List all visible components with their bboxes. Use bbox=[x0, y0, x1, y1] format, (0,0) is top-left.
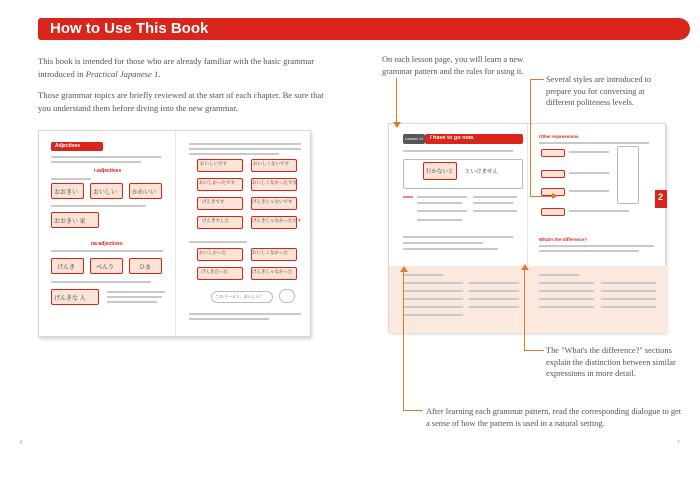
text-line bbox=[107, 291, 165, 293]
text-line bbox=[189, 241, 247, 243]
text-line bbox=[403, 306, 463, 308]
text-line bbox=[601, 290, 656, 292]
text-line bbox=[539, 142, 649, 144]
intro-paragraph-1 bbox=[38, 55, 338, 81]
text-line bbox=[569, 210, 629, 212]
arrow-up-icon bbox=[521, 264, 529, 270]
arrow-right-icon bbox=[552, 193, 558, 199]
arrow-line bbox=[530, 196, 554, 197]
style-box bbox=[541, 170, 565, 178]
text-line bbox=[473, 210, 517, 212]
text-line bbox=[601, 306, 656, 308]
text-line bbox=[469, 306, 519, 308]
vocab-box-text: かわいい bbox=[132, 190, 157, 196]
lesson-sample-page bbox=[388, 123, 666, 332]
text-line bbox=[51, 250, 163, 252]
page-number-left: 6 bbox=[20, 440, 23, 446]
vocab-box-text: おいしい bbox=[93, 190, 118, 196]
text-line bbox=[417, 196, 467, 198]
arrow-line bbox=[396, 78, 397, 124]
conjugation-text: げんきじゃないです bbox=[252, 199, 293, 204]
arrow-line bbox=[524, 350, 544, 351]
text-line bbox=[403, 298, 463, 300]
style-box bbox=[541, 208, 565, 216]
text-line bbox=[403, 196, 413, 198]
arrow-down-icon bbox=[393, 122, 401, 128]
vocab-box-text: ひま bbox=[139, 265, 152, 271]
page-number-right: 7 bbox=[677, 440, 680, 446]
text-line bbox=[403, 248, 498, 250]
text-line bbox=[403, 282, 463, 284]
text-line bbox=[569, 151, 609, 153]
text-line bbox=[189, 153, 279, 155]
text-line bbox=[539, 245, 654, 247]
text-line bbox=[601, 282, 656, 284]
text-line bbox=[469, 298, 519, 300]
callout-lesson-page: On each lesson page, you will learn a new grammar pattern and the rules for using it. bbox=[382, 55, 524, 76]
text-line bbox=[107, 296, 162, 298]
chapter-number: 2 bbox=[658, 192, 664, 202]
text-line bbox=[539, 250, 639, 252]
style-box bbox=[541, 149, 565, 157]
callout-dialogue: After learning each grammar pattern, read the corresponding dialogue to get a sense of how the pattern is used in a natural setting. bbox=[426, 407, 682, 428]
conjugation-text: げんきでした bbox=[202, 218, 229, 223]
text-line bbox=[417, 210, 467, 212]
text-line bbox=[539, 282, 594, 284]
adjectives-sample-page bbox=[38, 130, 311, 337]
text-line bbox=[189, 143, 301, 145]
conjugation-text: おいしかった bbox=[199, 250, 226, 255]
section-title: How to Use This Book bbox=[50, 20, 209, 37]
text-line bbox=[539, 274, 579, 276]
example-text: といけません bbox=[465, 169, 499, 175]
example-frame bbox=[403, 159, 523, 189]
conjugation-text: おいしいです bbox=[200, 161, 227, 166]
text-line bbox=[473, 202, 513, 204]
text-line bbox=[51, 281, 151, 283]
text-line bbox=[403, 242, 483, 244]
text-line bbox=[107, 301, 157, 303]
vocab-box-text: げんき bbox=[57, 265, 76, 271]
text-line bbox=[417, 219, 462, 221]
conjugation-text: げんきじゃなかった bbox=[252, 269, 293, 274]
sample-heading: Adjectives bbox=[55, 143, 81, 149]
text-line bbox=[403, 150, 513, 152]
text-line bbox=[569, 190, 609, 192]
text-line bbox=[51, 156, 161, 158]
intro-text: This book is intended for those who are already familiar with the basic grammar introduced in bbox=[38, 56, 315, 79]
text-line bbox=[469, 282, 519, 284]
text-line bbox=[539, 298, 594, 300]
speech-bubble-text: この ラーメン、おいしい！ bbox=[215, 294, 264, 299]
text-line bbox=[51, 178, 91, 180]
conjugation-text: おいしくなかったです bbox=[252, 180, 297, 185]
text-line bbox=[51, 205, 146, 207]
conjugation-text: おいしかったです bbox=[199, 180, 235, 185]
vocab-box-text: げんきな 人 bbox=[54, 296, 86, 302]
arrow-line bbox=[403, 270, 404, 411]
vocab-box-text: おおきい 家 bbox=[54, 219, 86, 225]
text-line bbox=[403, 236, 513, 238]
cat-illustration bbox=[279, 289, 295, 303]
arrow-line bbox=[403, 410, 423, 411]
text-line bbox=[189, 148, 301, 150]
text-line bbox=[539, 306, 594, 308]
vocab-box-text: べんり bbox=[96, 265, 115, 271]
text-line bbox=[539, 290, 594, 292]
text-line bbox=[51, 161, 141, 163]
intro-period: . bbox=[158, 69, 161, 79]
text-line bbox=[469, 290, 519, 292]
conjugation-text: げんきです bbox=[202, 199, 225, 204]
lesson-title: I have to go now. bbox=[430, 135, 475, 141]
conjugation-text: げんきじゃなかったです bbox=[252, 218, 302, 223]
text-line bbox=[569, 172, 609, 174]
conjugation-text: おいしくなかった bbox=[252, 250, 288, 255]
difference-heading: What's the difference? bbox=[539, 237, 588, 242]
na-adj-title: na-adjectives bbox=[91, 241, 123, 247]
page-spine bbox=[175, 131, 176, 336]
book-title: Practical Japanese 1 bbox=[85, 69, 159, 79]
text-line bbox=[601, 298, 656, 300]
text-line bbox=[403, 290, 463, 292]
text-line bbox=[189, 313, 301, 315]
i-adj-title: i-adjectives bbox=[94, 168, 122, 174]
callout-difference: The "What's the difference?" sections explain the distinction between similar expressions in more detail. bbox=[546, 346, 676, 378]
arrow-up-icon bbox=[400, 266, 408, 272]
arrow-line bbox=[524, 268, 525, 350]
intro-paragraph-2: Those grammar topics are briefly reviewed at the start of each chapter. Be sure that you understand them before diving into the new grammar. bbox=[38, 90, 324, 113]
people-illustration bbox=[617, 146, 639, 204]
example-box-text: 行かないと bbox=[426, 169, 454, 175]
text-line bbox=[403, 274, 443, 276]
lesson-label: Lesson 11 bbox=[405, 136, 424, 141]
text-line bbox=[403, 314, 463, 316]
arrow-line bbox=[530, 79, 544, 80]
text-line bbox=[189, 318, 269, 320]
conjugation-text: おいしくないです bbox=[253, 161, 289, 166]
arrow-line bbox=[530, 79, 531, 197]
other-expressions-heading: Other expressions bbox=[539, 134, 579, 139]
section-title-bar bbox=[38, 18, 690, 40]
vocab-box-text: おおきい bbox=[54, 190, 79, 196]
text-line bbox=[473, 196, 517, 198]
text-line bbox=[417, 202, 462, 204]
conjugation-text: げんきだった bbox=[201, 269, 228, 274]
callout-styles: Several styles are introduced to prepare you for conversing at different politeness levels. bbox=[546, 75, 652, 107]
